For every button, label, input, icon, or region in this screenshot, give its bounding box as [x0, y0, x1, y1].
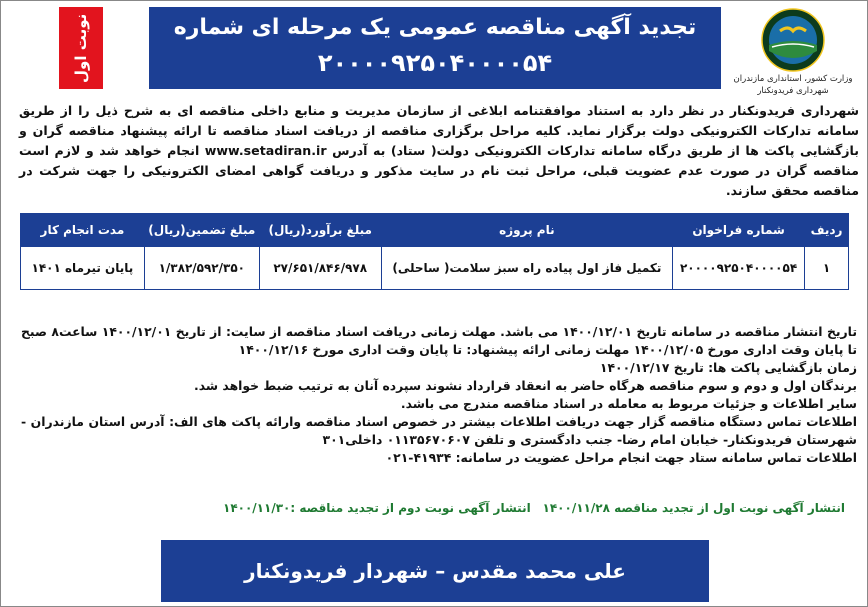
first-publication-date: انتشار آگهی نوبت اول از تجدید مناقصه ۱۴۰۰/۱۱/۲۸	[542, 501, 845, 515]
second-publication-date: انتشار آگهی نوبت دوم از تجدید مناقصه :۱۴۰۰/۱۱/۳۰	[223, 501, 531, 515]
cell-project-name: تکمیل فاز اول پیاده راه سبز سلامت( ساحلی)	[381, 247, 672, 290]
notice-title-box	[149, 7, 721, 89]
tender-details	[21, 323, 857, 467]
col-header-project-name: نام پروژه	[381, 214, 672, 247]
publication-round-badge	[59, 7, 103, 89]
col-header-duration: مدت انجام کار	[21, 214, 145, 247]
mayor-signature: علی محمد مقدس – شهردار فریدونکنار	[161, 540, 709, 602]
cell-call-number: ۲۰۰۰۰۹۲۵۰۴۰۰۰۰۵۴	[673, 247, 805, 290]
notice-title: تجدید آگهی مناقصه عمومی یک مرحله ای شماره	[173, 15, 697, 40]
detail-opening-date: زمان بازگشایی پاکت ها: تاریخ ۱۴۰۰/۱۲/۱۷	[599, 360, 857, 375]
logo-org-line1: وزارت کشور، استانداری مازندران	[733, 74, 853, 84]
municipality-emblem-icon	[758, 7, 828, 73]
col-header-guarantee: مبلغ تضمین(ریال)	[144, 214, 259, 247]
col-header-estimate: مبلغ برآورد(ریال)	[259, 214, 381, 247]
tender-table	[20, 213, 849, 290]
detail-other-info: سایر اطلاعات و جزئیات مربوط به معامله در اسناد مناقصه مندرج می باشد.	[400, 396, 857, 411]
intro-paragraph	[19, 101, 859, 201]
cell-guarantee: ۱/۳۸۲/۵۹۲/۳۵۰	[144, 247, 259, 290]
cell-estimate: ۲۷/۶۵۱/۸۴۶/۹۷۸	[259, 247, 381, 290]
tender-number: ۲۰۰۰۰۹۲۵۰۴۰۰۰۰۵۴	[317, 49, 553, 77]
col-header-row-number: ردیف	[805, 214, 849, 247]
intro-part2: انجام خواهد شد و لازم است مناقصه گران در صورت عدم عضویت قبلی، مراحل ثبت نام در سایت مذکور و دریافت گواهی امضای الکترونیکی را جهت شرکت در مناقصه محقق سازند.	[19, 143, 859, 198]
detail-setad-contact: اطلاعات تماس سامانه ستاد جهت انجام مراحل عضویت در سامانه: ۴۱۹۳۴-۰۲۱	[385, 450, 857, 465]
col-header-call-number: شماره فراخوان	[673, 214, 805, 247]
table-row	[21, 247, 849, 290]
intro-part1: شهرداری فریدونکنار در نظر دارد به استناد موافقتنامه ابلاغی از سازمان مدیریت و منابع داخلی مناقصه ای به شرح ذیل را از طریق سامانه تدارکات الکترونیکی دولت برگزار نماید. کلیه مراحل برگزاری مناقصه از دریافت اسناد مناقصه تا ارائه پیشنهاد مناقصه گران و بازگشایی پاکت ها از طریق درگاه سامانه تدارکات الکترونیکی دولت( ستاد) به آدرس	[19, 103, 859, 158]
table-header-row	[21, 214, 849, 247]
cell-duration: پایان تیرماه ۱۴۰۱	[21, 247, 145, 290]
logo-org-line2: شهرداری فریدونکنار	[757, 86, 829, 96]
detail-winners-clause: برندگان اول و دوم و سوم مناقصه هرگاه حاضر به انعقاد قرارداد نشوند سپرده آنان به ترتیب ضبط خواهد شد.	[194, 378, 857, 393]
setad-website-link[interactable]: www.setadiran.ir	[204, 143, 327, 158]
detail-contact-address: اطلاعات تماس دستگاه مناقصه گزار جهت دریافت اطلاعات بیشتر در خصوص اسناد مناقصه وارائه پاکت های الف: آدرس استان مازندران - شهرستان فریدونکنار- خیابان امام رضا- جنب دادگستری و تلفن ۰۱۱۳۵۶۷۰۶۰۷ داخلی۳۰۱	[21, 414, 857, 447]
cell-row-number: ۱	[805, 247, 849, 290]
detail-dates: تاریخ انتشار مناقصه در سامانه تاریخ ۱۴۰۰/۱۲/۰۱ می باشد. مهلت زمانی دریافت اسناد مناقصه از سایت: از تاریخ ۱۴۰۰/۱۲/۰۱ ساعت۸ صبح تا پایان وقت اداری مورخ ۱۴۰۰/۱۲/۰۵ مهلت زمانی ارائه پیشنهاد: تا پایان وقت اداری مورخ ۱۴۰۰/۱۲/۱۶	[21, 324, 857, 357]
municipality-logo	[728, 7, 858, 99]
badge-label: نوبت اول	[72, 13, 90, 83]
